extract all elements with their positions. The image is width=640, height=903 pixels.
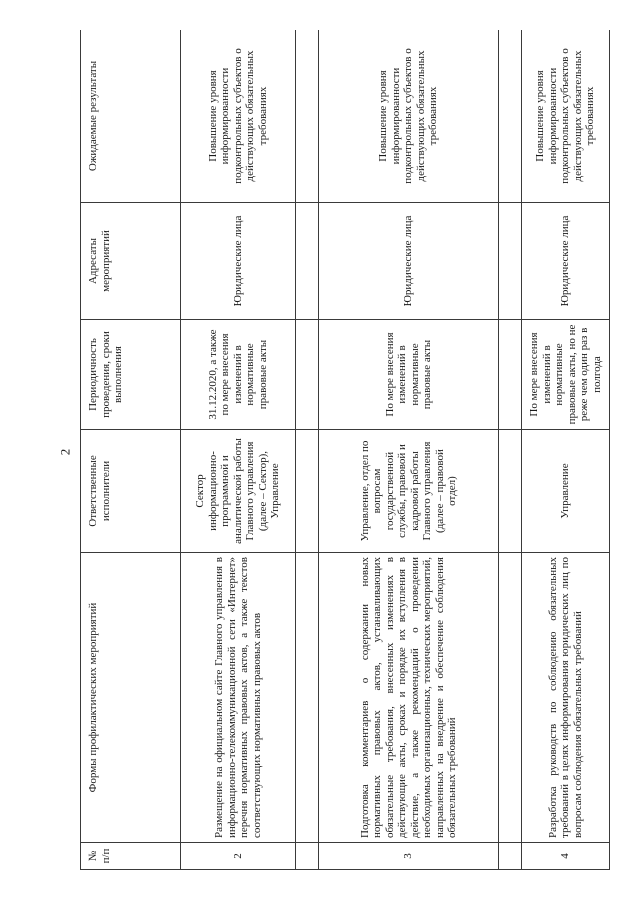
measures-table [80,30,610,870]
cell-form: Подготовка комментариев о содержании новых нормативных правовых актов, устанавливающих обязательные требования, внесенных изменениях в действующие акты, сроках и порядке их вступления в действие, а также рекомендаций о проведении необходимых организационных, технических мероприятий, направленных на внедрение и обеспечение соблюдения обязательных требований [319,553,499,843]
header-form: Формы профилактических мероприятий [81,553,181,843]
table-row-spacer [499,30,522,870]
cell-num: 4 [522,843,610,870]
header-addressee: Адресаты мероприятий [81,203,181,320]
table-row [181,30,296,870]
table-row [522,30,610,870]
page-number: 2 [57,448,72,456]
table-row-spacer [296,30,319,870]
cell-result: Повышение уровня информированности подконтрольных субъектов о действующих обязательных требованиях [181,30,296,203]
table-header-row [81,30,181,870]
cell-num: 2 [181,843,296,870]
cell-executor: Управление [522,430,610,553]
cell-num: 3 [319,843,499,870]
cell-result: Повышение уровня информированности подконтрольных субъектов о действующих обязательных требованиях [319,30,499,203]
cell-result: Повышение уровня информированности подконтрольных субъектов о действующих обязательных требованиях [522,30,610,203]
cell-period: По мере внесения изменений в нормативные правовые акты [319,320,499,430]
header-period: Периодичность проведения, сроки выполнения [81,320,181,430]
header-executor: Ответственные исполнители [81,430,181,553]
cell-period: 31.12.2020, а также по мере внесения изменений в нормативные правовые акты [181,320,296,430]
cell-form: Разработка руководств по соблюдению обязательных требований в целях информирования юридических лиц по вопросам соблюдения обязательных требований [522,553,610,843]
cell-executor: Управление, отдел по вопросам государственной службы, правовой и кадровой работы Главного управления (далее – правовой отдел) [319,430,499,553]
table-row [319,30,499,870]
cell-addressee: Юридические лица [522,203,610,320]
cell-period: По мере внесения изменений в нормативные правовые акты, но не реже чем один раз в полгода [522,320,610,430]
rotated-table [80,30,610,870]
header-num: № п/п [81,843,181,870]
cell-addressee: Юридические лица [319,203,499,320]
cell-addressee: Юридические лица [181,203,296,320]
cell-executor: Сектор информационно-программной и аналитической работы Главного управления (далее – Сектор), Управление [181,430,296,553]
rotated-table-container [80,30,610,870]
header-result: Ожидаемые результаты [81,30,181,203]
cell-form: Размещение на официальном сайте Главного управления в информационно-телекоммуникационной сети «Интернет» перечня нормативных правовых актов, а также текстов соответствующих нормативных правовых актов [181,553,296,843]
